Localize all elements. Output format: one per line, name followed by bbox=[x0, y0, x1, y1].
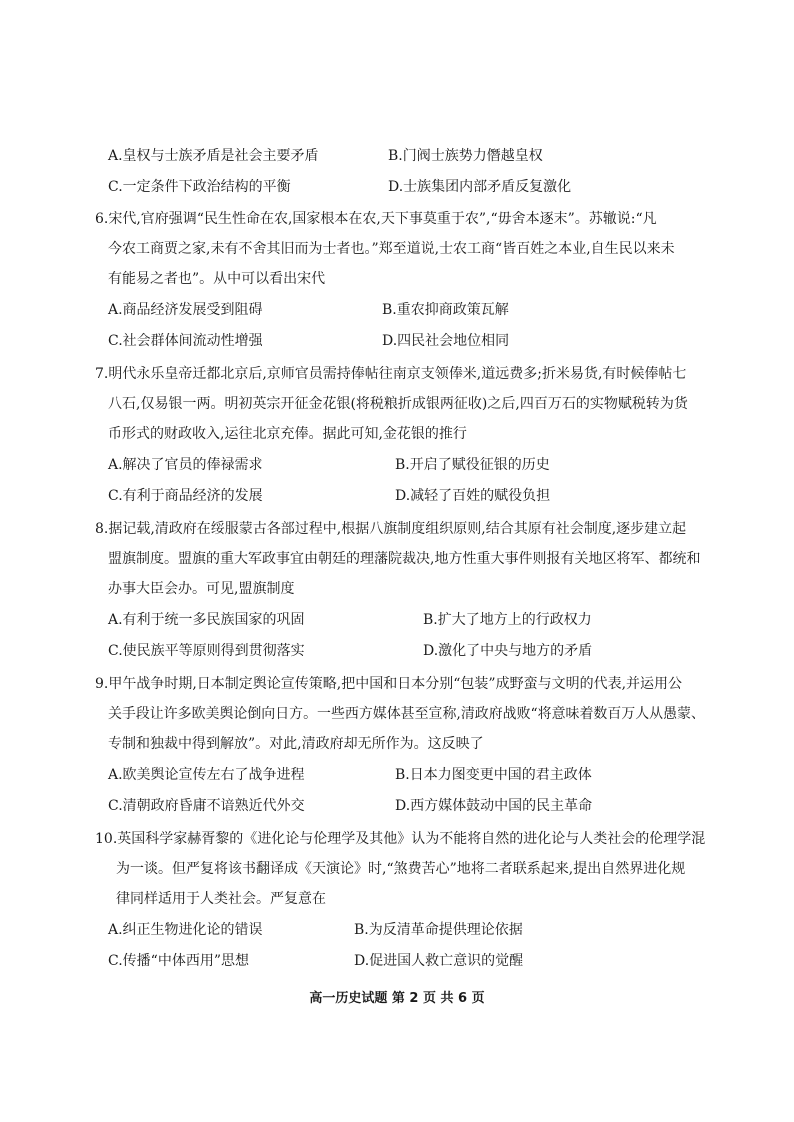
q5-option-c: C.一定条件下政治结构的平衡 bbox=[108, 179, 291, 195]
q8-option-a: A.有利于统一多民族国家的巩固 bbox=[108, 612, 305, 628]
q9-option-c: C.清朝政府昏庸不谙熟近代外交 bbox=[108, 798, 305, 814]
q7-option-d: D.减轻了百姓的赋役负担 bbox=[395, 488, 551, 504]
q8-option-b: B.扩大了地方上的行政权力 bbox=[423, 612, 592, 628]
q9-option-d: D.西方媒体鼓动中国的民主革命 bbox=[395, 798, 593, 814]
q7-stem-line-1: 7.明代永乐皇帝迁都北京后,京师官员需持俸帖往南京支领俸米,道远费多;折米易货,有时候俸帖七 bbox=[95, 366, 687, 382]
q5-option-b: B.门阀士族势力僭越皇权 bbox=[388, 148, 543, 164]
q8-stem-line-2: 盟旗制度。盟旗的重大军政事宜由朝廷的理藩院裁决,地方性重大事件则报有关地区将军、都统和 bbox=[108, 551, 701, 567]
q6-option-c: C.社会群体间流动性增强 bbox=[108, 333, 263, 349]
q9-option-b: B.日本力图变更中国的君主政体 bbox=[395, 767, 592, 783]
q5-option-d: D.士族集团内部矛盾反复激化 bbox=[388, 179, 572, 195]
q9-stem-line-2: 关手段让许多欧美舆论倒向日方。一些西方媒体甚至宣称,清政府战败“将意味着数百万人从愚蒙、 bbox=[108, 706, 705, 722]
q9-option-a: A.欧美舆论宣传左右了战争进程 bbox=[108, 767, 305, 783]
q10-stem-line-1: 10.英国科学家赫胥黎的《进化论与伦理学及其他》认为不能将自然的进化论与人类社会的伦理学混 bbox=[95, 831, 706, 847]
q10-option-c: C.传播“中体西用”思想 bbox=[108, 953, 249, 969]
q5-option-a: A.皇权与士族矛盾是社会主要矛盾 bbox=[108, 148, 319, 164]
page-footer: 高一历史试题 第 2 页 共 6 页 bbox=[309, 991, 485, 1006]
q6-option-a: A.商品经济发展受到阻碍 bbox=[108, 302, 263, 318]
q10-stem-line-2: 为一谈。但严复将该书翻译成《天演论》时,“煞费苦心”地将二者联系起来,提出自然界进化规 bbox=[116, 861, 686, 877]
q10-option-a: A.纠正生物进化论的错误 bbox=[108, 922, 263, 938]
q9-stem-line-1: 9.甲午战争时期,日本制定舆论宣传策略,把中国和日本分别“包装”成野蛮与文明的代表,并运用公 bbox=[95, 676, 683, 692]
q6-stem-line-1: 6.宋代,官府强调“民生性命在农,国家根本在农,天下事莫重于农”,“毋舍本逐末”。苏辙说:“凡 bbox=[95, 211, 657, 227]
q7-stem-line-2: 八石,仅易银一两。明初英宗开征金花银(将税粮折成银两征收)之后,四百万石的实物赋税转为货 bbox=[108, 396, 688, 412]
q6-option-d: D.四民社会地位相同 bbox=[382, 333, 510, 349]
q10-option-b: B.为反清革命提供理论依据 bbox=[354, 922, 523, 938]
q8-stem-line-1: 8.据记载,清政府在绥服蒙古各部过程中,根据八旗制度组织原则,结合其原有社会制度,逐步建立起 bbox=[95, 521, 687, 537]
q8-option-c: C.使民族平等原则得到贯彻落实 bbox=[108, 643, 305, 659]
q7-stem-line-3: 币形式的财政收入,运往北京充俸。据此可知,金花银的推行 bbox=[108, 426, 467, 442]
q6-stem-line-3: 有能易之者也”。从中可以看出宋代 bbox=[108, 271, 326, 287]
q8-stem-line-3: 办事大臣会办。可见,盟旗制度 bbox=[108, 581, 295, 597]
q9-stem-line-3: 专制和独裁中得到解放”。对此,清政府却无所作为。这反映了 bbox=[108, 736, 484, 752]
q7-option-c: C.有利于商品经济的发展 bbox=[108, 488, 263, 504]
q6-stem-line-2: 今农工商贾之家,未有不舍其旧而为士者也。”郑至道说,士农工商“皆百姓之本业,自生民以来未 bbox=[108, 241, 675, 257]
q7-option-b: B.开启了赋役征银的历史 bbox=[395, 457, 550, 473]
q8-option-d: D.激化了中央与地方的矛盾 bbox=[423, 643, 593, 659]
q10-stem-line-3: 律同样适用于人类社会。严复意在 bbox=[116, 891, 326, 907]
q7-option-a: A.解决了官员的俸禄需求 bbox=[108, 457, 263, 473]
q10-option-d: D.促进国人救亡意识的觉醒 bbox=[354, 953, 524, 969]
q6-option-b: B.重农抑商政策瓦解 bbox=[382, 302, 509, 318]
